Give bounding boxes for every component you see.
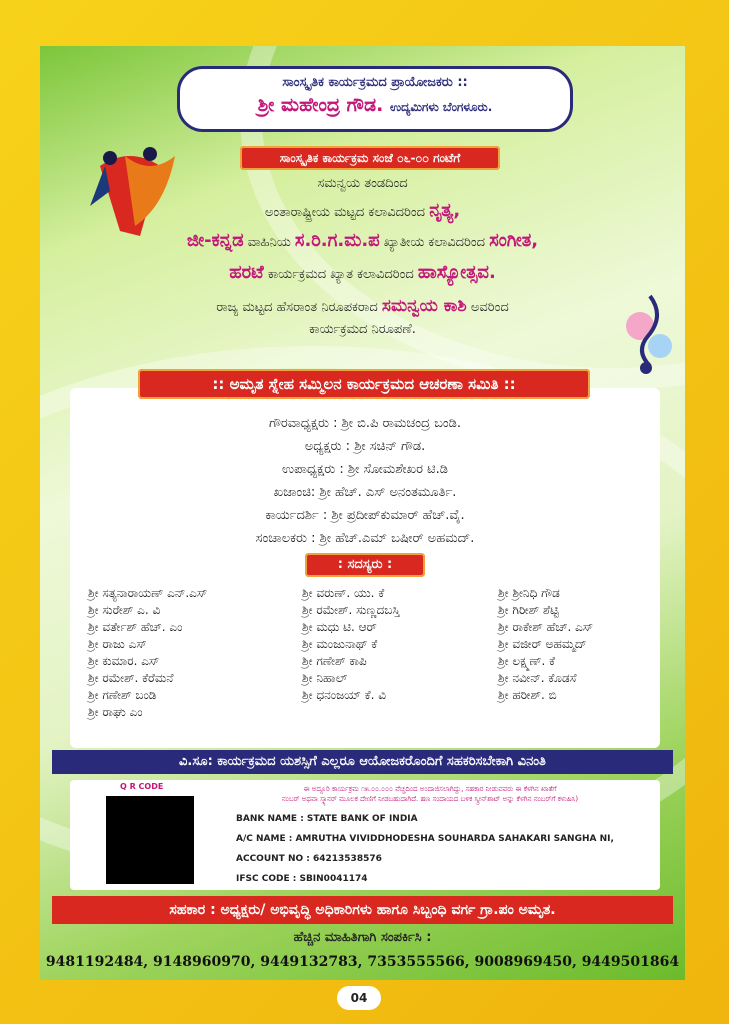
- sponsor-heading: ಸಾಂಸ್ಕೃತಿಕ ಕಾರ್ಯಕ್ರಮದ ಪ್ರಾಯೋಜಕರು ::: [282, 75, 468, 90]
- officer-line: ಅಧ್ಯಕ್ಷರು : ಶ್ರೀ ಸಚಿನ್ ಗೌಡ.: [304, 439, 426, 454]
- members-column-3: [498, 586, 593, 705]
- member-name: ಶ್ರೀ ಸತ್ಯನಾರಾಯಣ್ ಎನ್.ಎಸ್: [88, 586, 208, 600]
- member-name: ಶ್ರೀ ರಾಘು ಎಂ: [88, 705, 143, 719]
- sponsor-box: [177, 66, 573, 132]
- member-name: ಶ್ರೀ ಕುಮಾರ. ಎಸ್: [88, 654, 160, 668]
- program-line-3: ಜೀ-ಕನ್ನಡ ವಾಹಿನಿಯ ಸ.ರಿ.ಗ.ಮ.ಪ ಖ್ಯಾತೀಯ ಕಲಾವಿದರಿಂದ ಸಂಗೀತ,: [186, 230, 539, 251]
- ifsc-code: IFSC CODE : SBIN0041174: [236, 874, 368, 884]
- officer-line: ಖಜಾಂಚಿ: ಶ್ರೀ ಹೆಚ್. ಎಸ್ ಅನಂತಮೂರ್ತಿ.: [273, 485, 457, 500]
- member-name: ಶ್ರೀ ಹರೀಶ್. ಬಿ: [498, 688, 557, 702]
- qr-code-image: [106, 796, 194, 884]
- account-name: A/C NAME : AMRUTHA VIVIDDHODESHA SOUHARDA SAHAKARI SANGHA NI,: [236, 834, 614, 844]
- contact-phones: 9481192484, 9148960970, 9449132783, 7353555566, 9008969450, 9449501864: [45, 954, 680, 970]
- notice-bar: ವಿ.ಸೂ: ಕಾರ್ಯಕ್ರಮದ ಯಶಸ್ಸಿಗೆ ಎಲ್ಲರೂ ಆಯೋಜಕರೊಂದಿಗೆ ಸಹಕರಿಸಬೇಕಾಗಿ ವಿನಂತಿ: [52, 750, 673, 774]
- member-name: ಶ್ರೀ ಗಣೇಶ್ ಬಂಡಿ: [88, 688, 157, 702]
- sahakara-bar: ಸಹಕಾರ : ಅಧ್ಯಕ್ಷರು/ ಅಭಿವೃದ್ಧಿ ಅಧಿಕಾರಿಗಳು ಹಾಗೂ ಸಿಬ್ಬಂಧಿ ವರ್ಗ ಗ್ರಾ.ಪಂ ಅಮೃತ.: [52, 896, 673, 924]
- program-time-ribbon: ಸಾಂಸ್ಕೃತಿಕ ಕಾರ್ಯಕ್ರಮ ಸಂಜೆ ೦೬-೦೦ ಗಂಟೆಗೆ: [240, 146, 500, 170]
- member-name: ಶ್ರೀ ರಾಜು ಎಸ್: [88, 637, 147, 651]
- qr-label: Q R CODE: [120, 782, 164, 791]
- member-name: ಶ್ರೀ ಲಕ್ಷ್ಮಣ್. ಕೆ: [498, 654, 556, 668]
- program-line-6: ಕಾರ್ಯಕ್ರಮದ ನಿರೂಪಣೆ.: [309, 322, 416, 337]
- member-name: ಶ್ರೀ ಮಧು ಟಿ. ಆರ್: [302, 620, 377, 634]
- account-number: ACCOUNT NO : 64213538576: [236, 854, 382, 864]
- program-line-1: ಸಮನ್ವಯ ತಂಡದಿಂದ: [317, 176, 408, 191]
- bank-details-box: [70, 780, 660, 890]
- page-number: 04: [337, 986, 381, 1010]
- sponsor-name-line: [180, 94, 570, 116]
- members-column-1: [88, 586, 207, 722]
- member-name: ಶ್ರೀ ವಜೀರ್ ಅಹಮ್ಮದ್: [498, 637, 587, 651]
- member-name: ಶ್ರೀ ನಿಹಾಲ್: [302, 671, 348, 685]
- contact-heading: ಹೆಚ್ಚಿನ ಮಾಹಿತಿಗಾಗಿ ಸಂಪರ್ಕಿಸಿ :: [293, 930, 432, 945]
- committee-title-ribbon: :: ಅಮೃತ ಸ್ನೇಹ ಸಮ್ಮಿಲನ ಕಾರ್ಯಕ್ರಮದ ಆಚರಣಾ ಸಮಿತಿ ::: [138, 369, 590, 399]
- poster-card: [40, 46, 685, 980]
- sponsor-name: ಶ್ರೀ ಮಹೇಂದ್ರ ಗೌಡ.: [257, 94, 384, 116]
- member-name: ಶ್ರೀ ಮಂಜುನಾಥ್ ಕೆ: [302, 637, 378, 651]
- member-name: ಶ್ರೀ ನವೀನ್. ಕೊಡಸೆ: [498, 671, 577, 685]
- bank-name: BANK NAME : STATE BANK OF INDIA: [236, 814, 418, 824]
- officer-line: ಉಪಾಧ್ಯಕ್ಷರು : ಶ್ರೀ ಸೋಮಶೇಖರ ಟಿ.ಡಿ: [282, 462, 448, 477]
- member-name: ಶ್ರೀ ಸುರೇಶ್ ಎ. ವಿ: [88, 603, 161, 617]
- officer-line: ಸಂಚಾಲಕರು : ಶ್ರೀ ಹೆಚ್.ಎಮ್ ಬಷೀರ್ ಅಹಮದ್.: [255, 531, 475, 546]
- program-line-5: ರಾಜ್ಯ ಮಟ್ಟದ ಹೆಸರಾಂತ ನಿರೂಪಕರಾದ ಸಮನ್ವಯ ಕಾಶಿ ಅವರಿಂದ: [216, 296, 509, 316]
- member-name: ಶ್ರೀ ರಾಕೇಶ್ ಹೆಚ್. ಎಸ್: [498, 620, 594, 634]
- members-column-2: [302, 586, 400, 705]
- officer-line: ಕಾರ್ಯದರ್ಶಿ : ಶ್ರೀ ಪ್ರದೀಪ್‌ಕುಮಾರ್ ಹೆಚ್.ವೈ.: [265, 508, 465, 523]
- member-name: ಶ್ರೀ ಗಿರೀಶ್ ಶೆಟ್ಟಿ: [498, 603, 559, 617]
- member-name: ಶ್ರೀ ರಮೇಶ್. ಸುಣ್ಣದಬಸ್ತಿ: [302, 603, 400, 617]
- member-name: ಶ್ರೀ ಧನಂಜಯ್ ಕೆ. ವಿ: [302, 688, 386, 702]
- program-line-2: ಅಂತಾರಾಷ್ಟ್ರೀಯ ಮಟ್ಟದ ಕಲಾವಿದರಿಂದ ನೃತ್ಯ,: [264, 200, 461, 221]
- donation-note: ಈ ಅದ್ದೂರಿ ಕಾರ್ಯಕ್ರಮ ೧೫.೦೦.೦೦೦ ವೆಚ್ಚದಿಂದ ಅಂದಾಜಿಸಲಾಗಿದ್ದು, ಸಹಕಾರ ನೀಡುವವರು ಈ ಕೆಳಗಿನ ಖಾತೆಗೆ ನಂಬರ್ ಅಥವಾ ಸ್ಕ್ಯಾನರ್ ಮೂಲಕ ದೇಣಿಗೆ ನೀಡಬಹುದಾಗಿದೆ. ಹಣ ಸಂದಾಯದ ಬಳಿಕ ಸ್ಕ್ರೀನ್‌ಶಾಟ್ ಅನ್ನು ಕೆಳಗಿನ ನಂಬರ್‌ಗೆ ಕಳುಹಿಸಿ): [281, 785, 579, 803]
- sponsor-desc: ಉದ್ಯಮಿಗಳು ಬೆಂಗಳೂರು.: [389, 100, 493, 114]
- member-name: ಶ್ರೀ ರಮೇಶ್. ಕೆರೆಮನೆ: [88, 671, 174, 685]
- members-label: : ಸದಸ್ಯರು :: [305, 553, 425, 577]
- officer-line: ಗೌರವಾಧ್ಯಕ್ಷರು : ಶ್ರೀ ಬಿ.ಪಿ ರಾಮಚಂದ್ರ ಬಂಡಿ.: [269, 416, 461, 431]
- member-name: ಶ್ರೀ ಗಣೇಶ್ ಕಾಪಿ: [302, 654, 367, 668]
- member-name: ಶ್ರೀ ವರುಣ್. ಯು. ಕೆ: [302, 586, 385, 600]
- member-name: ಶ್ರೀ ವರ್ತೇಶ್ ಹೆಚ್. ಎಂ: [88, 620, 183, 634]
- program-line-4: ಹರಟೆ ಕಾರ್ಯಕ್ರಮದ ಖ್ಯಾತ ಕಲಾವಿದರಿಂದ ಹಾಸ್ಯೋತ್ಸವ.: [229, 262, 496, 283]
- member-name: ಶ್ರೀ ಶ್ರೀನಿಧಿ ಗೌಡ: [498, 586, 560, 600]
